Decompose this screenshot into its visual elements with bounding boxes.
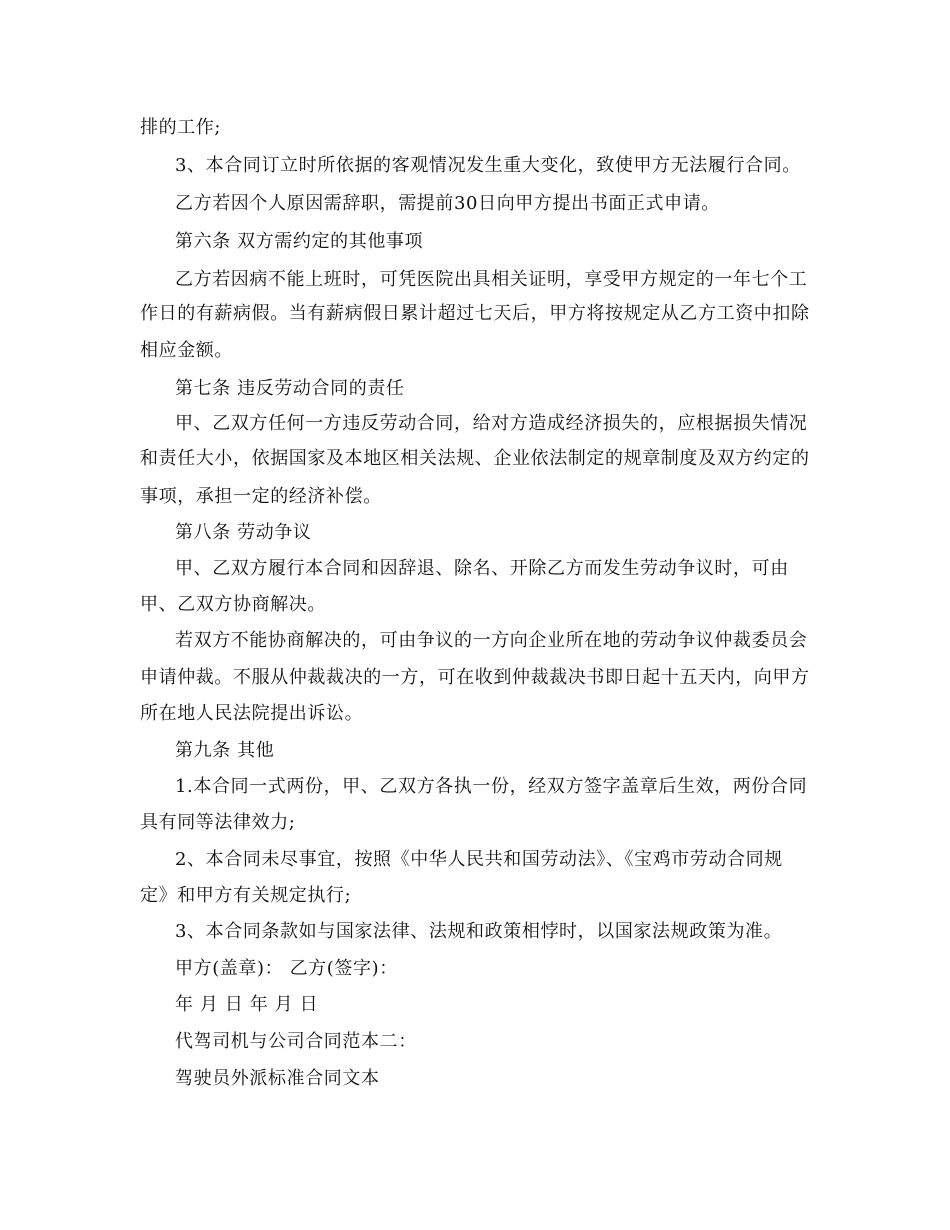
- text-line: 和责任大小，依据国家及本地区相关法规、企业依法制定的规章制度及双方约定的: [140, 448, 810, 469]
- text-line: 1.本合同一式两份，甲、乙双方各执一份，经双方签字盖章后生效，两份合同: [175, 776, 808, 797]
- text-line: 申请仲裁。不服从仲裁裁决的一方，可在收到仲裁裁决书即日起十五天内，向甲方: [140, 667, 810, 688]
- text-line: 3、本合同订立时所依据的客观情况发生重大变化，致使甲方无法履行合同。: [175, 155, 801, 176]
- section-heading: 第六条 双方需约定的其他事项: [175, 231, 424, 252]
- date-line: 年 月 日 年 月 日: [175, 994, 319, 1015]
- text-line: 3、本合同条款如与国家法律、法规和政策相悖时，以国家法规政策为准。: [175, 921, 783, 942]
- text-line: 事项，承担一定的经济补偿。: [140, 486, 382, 507]
- text-line: 所在地人民法院提出诉讼。: [140, 703, 364, 724]
- text-line: 相应金额。: [140, 340, 233, 361]
- text-line: 排的工作;: [140, 117, 222, 138]
- signature-line: 甲方(盖章)： 乙方(签字)：: [175, 958, 398, 979]
- text-line: 代驾司机与公司合同范本二：: [175, 1031, 417, 1052]
- section-heading: 第八条 劳动争议: [175, 522, 312, 543]
- text-line: 甲、乙双方协商解决。: [140, 594, 326, 615]
- text-line: 若双方不能协商解决的，可由争议的一方向企业所在地的劳动争议仲裁委员会: [175, 630, 808, 651]
- text-line: 甲、乙双方履行本合同和因辞退、除名、开除乙方而发生劳动争议时，可由: [175, 558, 789, 579]
- text-line: 定》和甲方有关规定执行;: [140, 885, 352, 906]
- text-line: 具有同等法律效力;: [140, 812, 296, 833]
- text-line: 乙方若因个人原因需辞职，需提前30日向甲方提出书面正式申请。: [175, 193, 720, 214]
- text-line: 驾驶员外派标准合同文本: [175, 1068, 380, 1089]
- text-line: 2、本合同未尽事宜，按照《中华人民共和国劳动法》、《宝鸡市劳动合同规: [175, 849, 783, 870]
- section-heading: 第七条 违反劳动合同的责任: [175, 378, 405, 399]
- text-line: 作日的有薪病假。当有薪病假日累计超过七天后，甲方将按规定从乙方工资中扣除: [140, 303, 810, 324]
- section-heading: 第九条 其他: [175, 740, 275, 761]
- text-line: 甲、乙双方任何一方违反劳动合同，给对方造成经济损失的，应根据损失情况: [175, 413, 808, 434]
- text-line: 乙方若因病不能上班时，可凭医院出具相关证明，享受甲方规定的一年七个工: [175, 269, 808, 290]
